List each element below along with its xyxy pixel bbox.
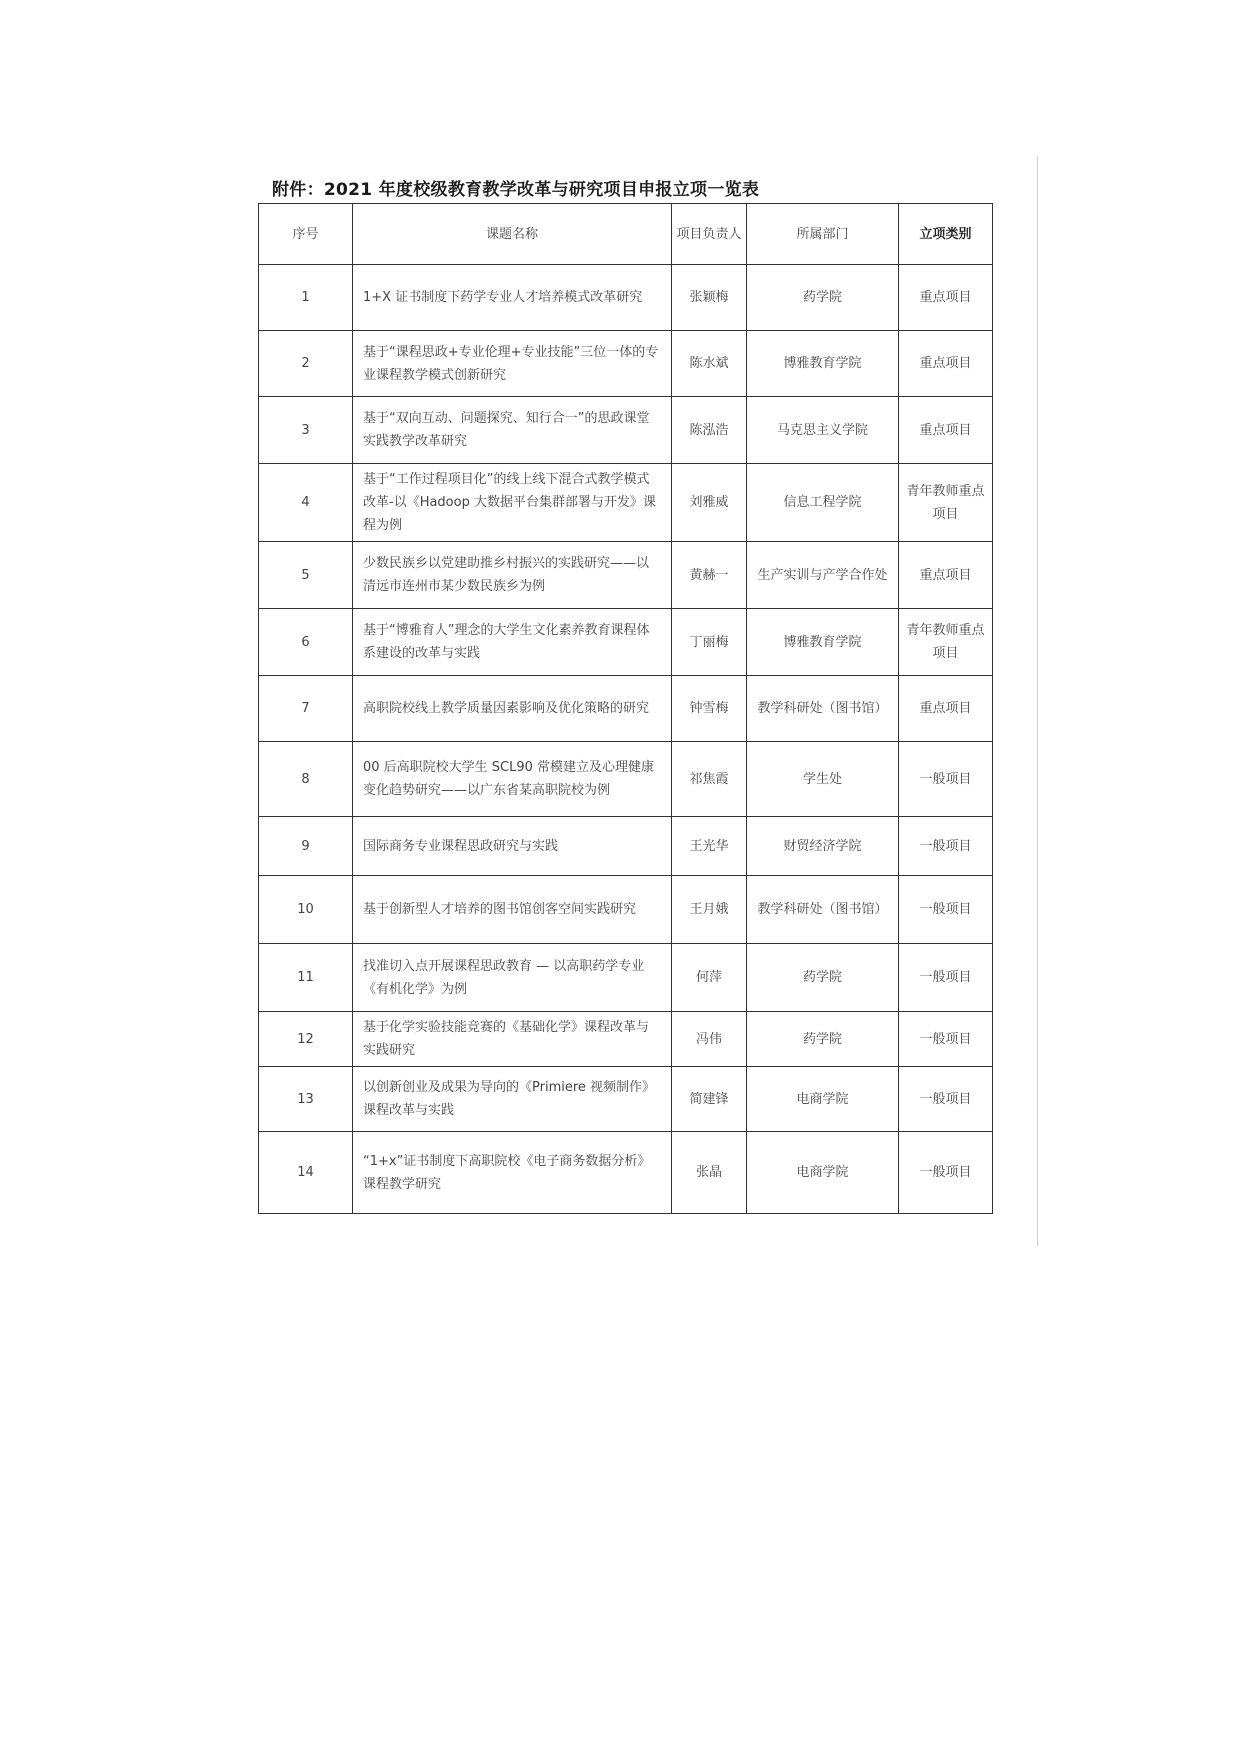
cell-name: 1+X 证书制度下药学专业人才培养模式改革研究 bbox=[353, 265, 672, 331]
cell-category: 重点项目 bbox=[899, 397, 993, 464]
cell-dept: 博雅教育学院 bbox=[747, 609, 899, 676]
cell-dept: 药学院 bbox=[747, 265, 899, 331]
cell-category: 青年教师重点项目 bbox=[899, 464, 993, 542]
cell-category: 一般项目 bbox=[899, 742, 993, 817]
table-row bbox=[259, 331, 993, 397]
cell-dept: 学生处 bbox=[747, 742, 899, 817]
table-row bbox=[259, 397, 993, 464]
cell-dept: 马克思主义学院 bbox=[747, 397, 899, 464]
cell-leader: 张晶 bbox=[672, 1132, 747, 1214]
cell-category: 一般项目 bbox=[899, 944, 993, 1012]
cell-index: 5 bbox=[259, 542, 353, 609]
cell-index: 1 bbox=[259, 265, 353, 331]
cell-leader: 陈泓浩 bbox=[672, 397, 747, 464]
cell-dept: 博雅教育学院 bbox=[747, 331, 899, 397]
table-row bbox=[259, 876, 993, 944]
cell-category: 重点项目 bbox=[899, 542, 993, 609]
cell-leader: 祁焦霞 bbox=[672, 742, 747, 817]
project-list-table bbox=[258, 203, 993, 1214]
cell-index: 4 bbox=[259, 464, 353, 542]
cell-dept: 药学院 bbox=[747, 944, 899, 1012]
cell-index: 6 bbox=[259, 609, 353, 676]
cell-category: 青年教师重点项目 bbox=[899, 609, 993, 676]
cell-dept: 信息工程学院 bbox=[747, 464, 899, 542]
table-row bbox=[259, 944, 993, 1012]
table-row bbox=[259, 817, 993, 876]
cell-category: 一般项目 bbox=[899, 817, 993, 876]
cell-name: 基于“工作过程项目化”的线上线下混合式教学模式改革-以《Hadoop 大数据平台集群部署与开发》课程为例 bbox=[353, 464, 672, 542]
table-row bbox=[259, 1067, 993, 1132]
cell-name: 基于化学实验技能竞赛的《基础化学》课程改革与实践研究 bbox=[353, 1012, 672, 1067]
table-row bbox=[259, 1132, 993, 1214]
page-margin-rule bbox=[1037, 156, 1038, 1246]
cell-name: 找准切入点开展课程思政教育 — 以高职药学专业《有机化学》为例 bbox=[353, 944, 672, 1012]
header-index: 序号 bbox=[259, 204, 353, 265]
cell-category: 一般项目 bbox=[899, 1067, 993, 1132]
cell-leader: 丁丽梅 bbox=[672, 609, 747, 676]
cell-category: 一般项目 bbox=[899, 1132, 993, 1214]
cell-name: 基于创新型人才培养的图书馆创客空间实践研究 bbox=[353, 876, 672, 944]
cell-name: 基于“博雅育人”理念的大学生文化素养教育课程体系建设的改革与实践 bbox=[353, 609, 672, 676]
cell-leader: 王光华 bbox=[672, 817, 747, 876]
cell-name: 少数民族乡以党建助推乡村振兴的实践研究——以清远市连州市某少数民族乡为例 bbox=[353, 542, 672, 609]
table-row bbox=[259, 676, 993, 742]
cell-category: 一般项目 bbox=[899, 876, 993, 944]
cell-leader: 王月娥 bbox=[672, 876, 747, 944]
table-row bbox=[259, 609, 993, 676]
cell-index: 10 bbox=[259, 876, 353, 944]
cell-index: 12 bbox=[259, 1012, 353, 1067]
table-row bbox=[259, 265, 993, 331]
table-header-row bbox=[259, 204, 993, 265]
cell-leader: 张颖梅 bbox=[672, 265, 747, 331]
table-row bbox=[259, 464, 993, 542]
cell-dept: 生产实训与产学合作处 bbox=[747, 542, 899, 609]
cell-index: 2 bbox=[259, 331, 353, 397]
document-title: 附件：2021 年度校级教育教学改革与研究项目申报立项一览表 bbox=[272, 180, 760, 200]
cell-dept: 教学科研处（图书馆） bbox=[747, 676, 899, 742]
cell-name: 基于“双向互动、问题探究、知行合一”的思政课堂实践教学改革研究 bbox=[353, 397, 672, 464]
cell-name: 00 后高职院校大学生 SCL90 常模建立及心理健康变化趋势研究——以广东省某高职院校为例 bbox=[353, 742, 672, 817]
cell-leader: 冯伟 bbox=[672, 1012, 747, 1067]
cell-dept: 电商学院 bbox=[747, 1132, 899, 1214]
table-row bbox=[259, 1012, 993, 1067]
cell-name: “1+x”证书制度下高职院校《电子商务数据分析》课程教学研究 bbox=[353, 1132, 672, 1214]
header-category: 立项类别 bbox=[899, 204, 993, 265]
cell-leader: 黄赫一 bbox=[672, 542, 747, 609]
cell-index: 9 bbox=[259, 817, 353, 876]
cell-index: 3 bbox=[259, 397, 353, 464]
cell-category: 重点项目 bbox=[899, 265, 993, 331]
cell-index: 7 bbox=[259, 676, 353, 742]
cell-index: 13 bbox=[259, 1067, 353, 1132]
cell-leader: 刘雅威 bbox=[672, 464, 747, 542]
cell-leader: 陈水斌 bbox=[672, 331, 747, 397]
cell-dept: 电商学院 bbox=[747, 1067, 899, 1132]
cell-leader: 钟雪梅 bbox=[672, 676, 747, 742]
cell-leader: 何萍 bbox=[672, 944, 747, 1012]
cell-name: 高职院校线上教学质量因素影响及优化策略的研究 bbox=[353, 676, 672, 742]
cell-category: 一般项目 bbox=[899, 1012, 993, 1067]
cell-index: 8 bbox=[259, 742, 353, 817]
cell-index: 11 bbox=[259, 944, 353, 1012]
header-leader: 项目负责人 bbox=[672, 204, 747, 265]
header-name: 课题名称 bbox=[353, 204, 672, 265]
cell-name: 国际商务专业课程思政研究与实践 bbox=[353, 817, 672, 876]
header-dept: 所属部门 bbox=[747, 204, 899, 265]
cell-name: 基于“课程思政+专业伦理+专业技能”三位一体的专业课程教学模式创新研究 bbox=[353, 331, 672, 397]
cell-category: 重点项目 bbox=[899, 331, 993, 397]
cell-dept: 财贸经济学院 bbox=[747, 817, 899, 876]
cell-name: 以创新创业及成果为导向的《Primiere 视频制作》课程改革与实践 bbox=[353, 1067, 672, 1132]
cell-leader: 简建锋 bbox=[672, 1067, 747, 1132]
table-row bbox=[259, 742, 993, 817]
cell-category: 重点项目 bbox=[899, 676, 993, 742]
cell-dept: 教学科研处（图书馆） bbox=[747, 876, 899, 944]
cell-index: 14 bbox=[259, 1132, 353, 1214]
cell-dept: 药学院 bbox=[747, 1012, 899, 1067]
table-row bbox=[259, 542, 993, 609]
